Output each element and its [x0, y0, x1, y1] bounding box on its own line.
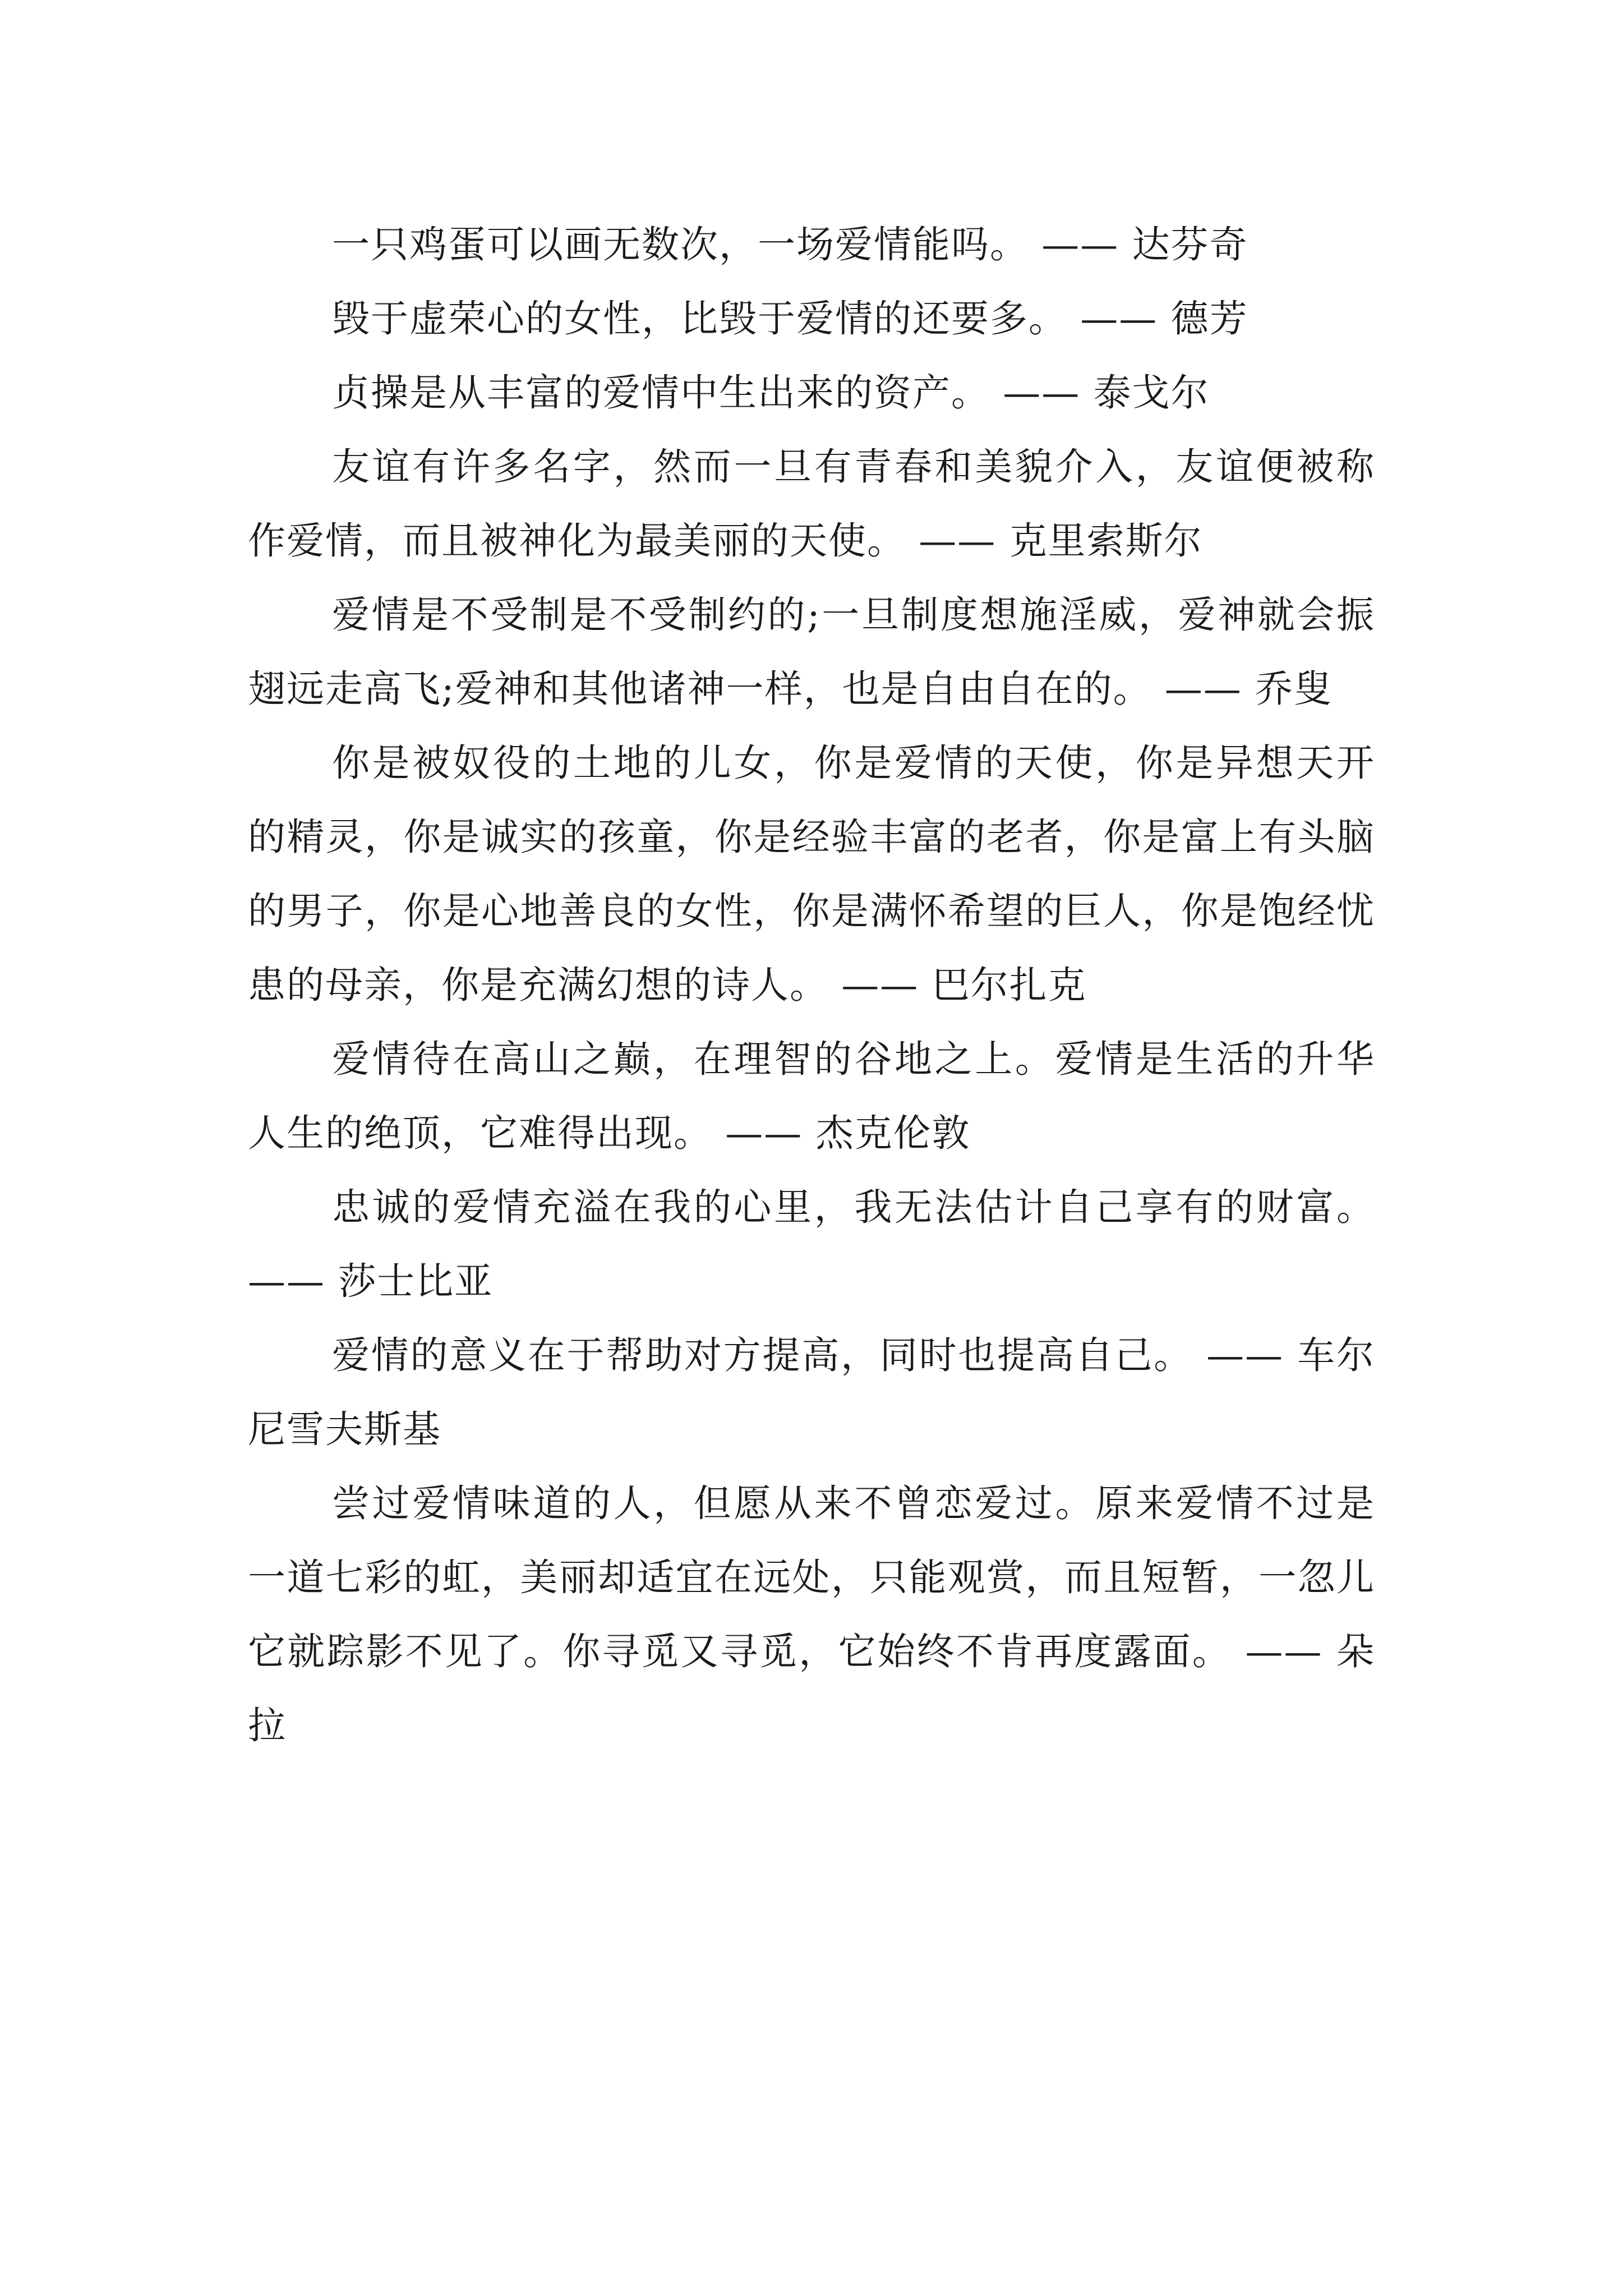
- quote-paragraph: 忠诚的爱情充溢在我的心里，我无法估计自己享有的财富。 —— 莎士比亚: [248, 1185, 1375, 1303]
- quote-paragraph: 友谊有许多名字，然而一旦有青春和美貌介入，友谊便被称作爱情，而且被神化为最美丽的天使。 —— 克里索斯尔: [248, 445, 1375, 563]
- quote-paragraph: 毁于虚荣心的女性，比毁于爱情的还要多。 —— 德芳: [332, 297, 1248, 341]
- quote-list: [248, 208, 1375, 1763]
- quote-paragraph: 贞操是从丰富的爱情中生出来的资产。 —— 泰戈尔: [332, 371, 1210, 415]
- quote-paragraph: 一只鸡蛋可以画无数次，一场爱情能吗。 —— 达芬奇: [332, 223, 1248, 266]
- quote-paragraph: 爱情是不受制是不受制约的;一旦制度想施淫威，爱神就会振翅远走高飞;爱神和其他诸神一样，也是自由自在的。 —— 乔叟: [248, 593, 1375, 711]
- quote-paragraph: 尝过爱情味道的人，但愿从来不曾恋爱过。原来爱情不过是一道七彩的虹，美丽却适宜在远处，只能观赏，而且短暂，一忽儿它就踪影不见了。你寻觅又寻觅，它始终不肯再度露面。 —— 朵拉: [248, 1481, 1375, 1747]
- quote-paragraph: 你是被奴役的土地的儿女，你是爱情的天使，你是异想天开的精灵，你是诚实的孩童，你是经验丰富的老者，你是富上有头脑的男子，你是心地善良的女性，你是满怀希望的巨人，你是饱经忧患的母亲，你是充满幻想的诗人。 —— 巴尔扎克: [248, 741, 1375, 1007]
- quote-paragraph: 爱情待在高山之巅，在理智的谷地之上。爱情是生活的升华人生的绝顶，它难得出现。 —— 杰克伦敦: [248, 1037, 1375, 1155]
- quote-paragraph: 爱情的意义在于帮助对方提高，同时也提高自己。 —— 车尔尼雪夫斯基: [248, 1333, 1375, 1451]
